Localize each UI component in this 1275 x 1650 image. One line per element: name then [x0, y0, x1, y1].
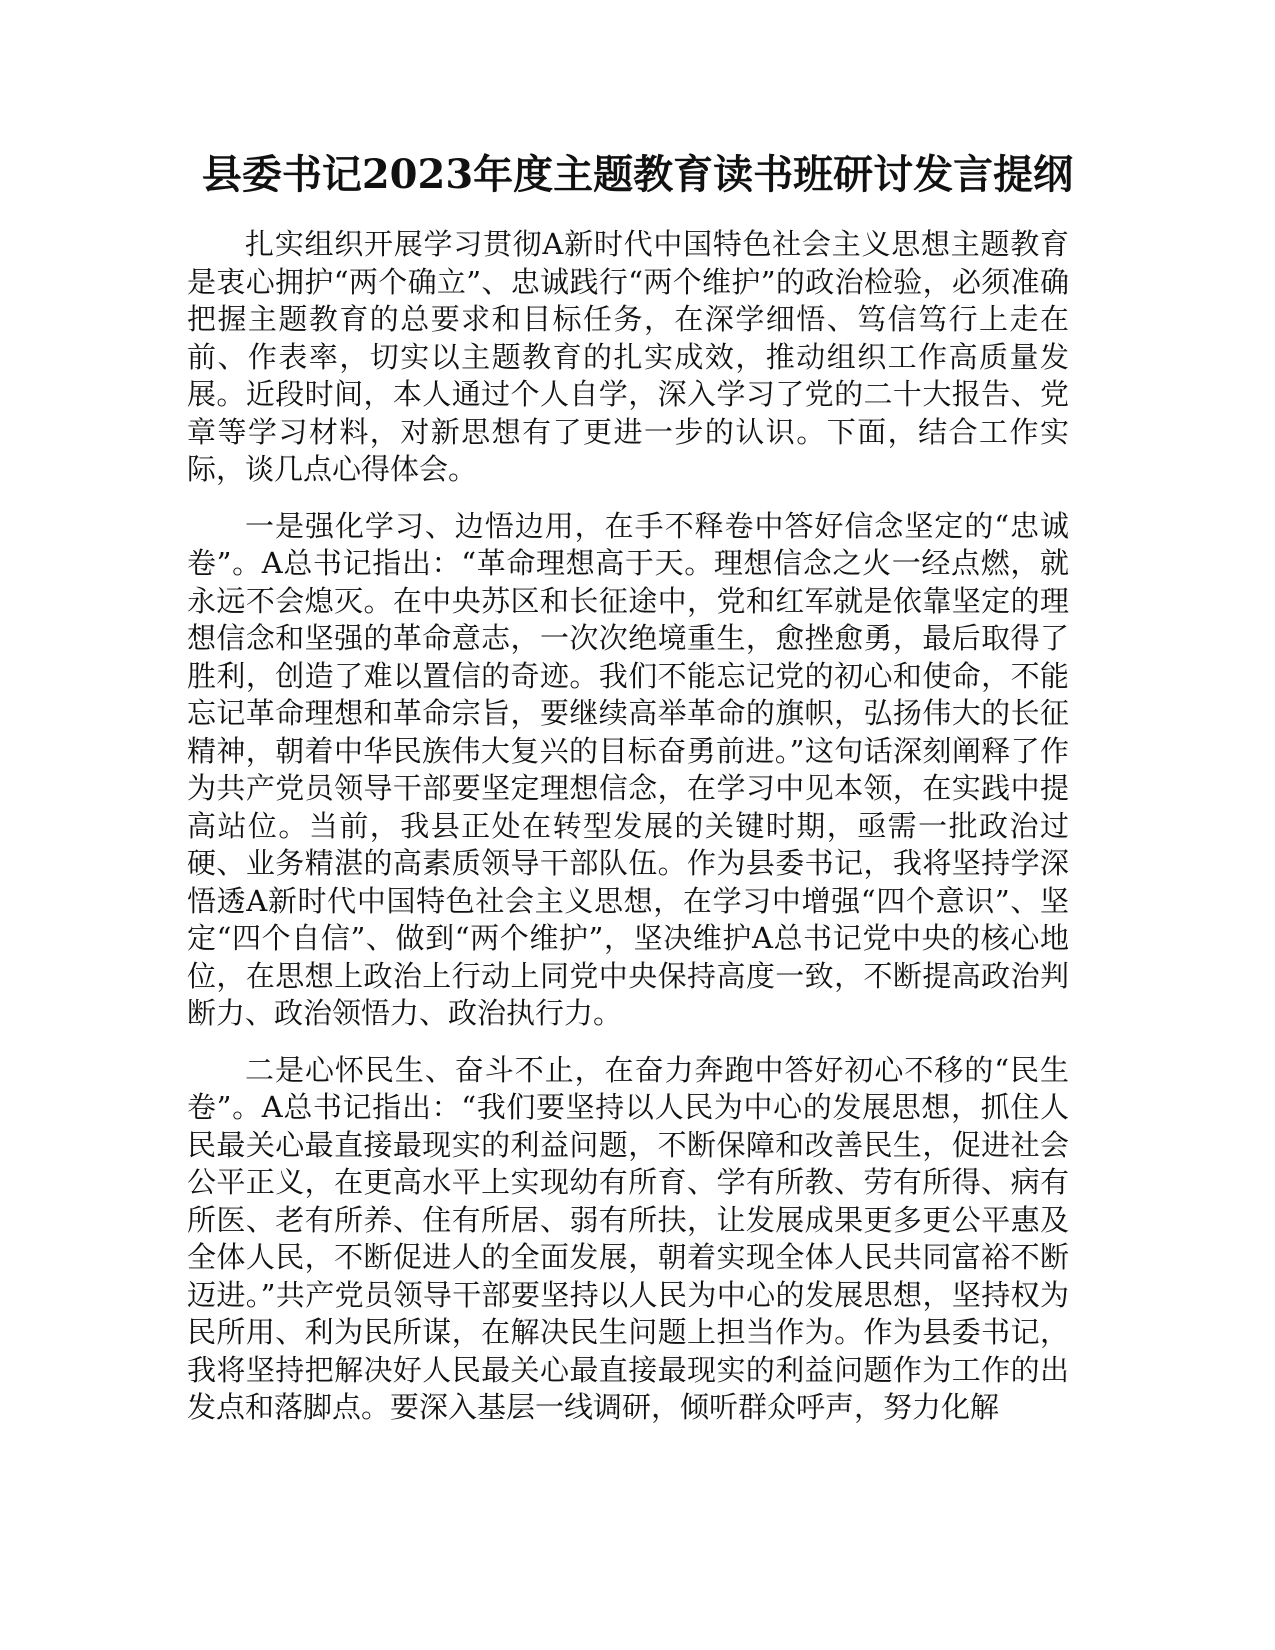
document-title: 县委书记2023年度主题教育读书班研讨发言提纲: [201, 151, 1074, 198]
intro-paragraph: 扎实组织开展学习贯彻A新时代中国特色社会主义思想主题教育是衷心拥护“两个确立”、忠诚践行“两个维护”的政治检验，必须准确把握主题教育的总要求和目标任务，在深学细悟、笃信笃行上走在前、作表率，切实以主题教育的扎实成效，推动组织工作高质量发展。近段时间，本人通过个人自学，深入学习了党的二十大报告、党章等学习材料，对新思想有了更进一步的认识。下面，结合工作实际，谈几点心得体会。: [187, 227, 1069, 486]
document-body: [187, 226, 1069, 1446]
point-two-paragraph: 二是心怀民生、奋斗不止，在奋力奔跑中答好初心不移的“民生卷”。A总书记指出：“我们要坚持以人民为中心的发展思想，抓住人民最关心最直接最现实的利益问题，不断保障和改善民生，促进社会公平正义，在更高水平上实现幼有所育、学有所教、劳有所得、病有所医、老有所养、住有所居、弱有所扶，让发展成果更多更公平惠及全体人民，不断促进人的全面发展，朝着实现全体人民共同富裕不断迈进。”共产党员领导干部要坚持以人民为中心的发展思想，坚持权为民所用、利为民所谋，在解决民生问题上担当作为。作为县委书记，我将坚持把解决好人民最关心最直接最现实的利益问题作为工作的出发点和落脚点。要深入基层一线调研，倾听群众呼声，努力化解: [187, 1052, 1069, 1424]
point-one-paragraph: 一是强化学习、边悟边用，在手不释卷中答好信念坚定的“忠诚卷”。A总书记指出：“革命理想高于天。理想信念之火一经点燃，就永远不会熄灭。在中央苏区和长征途中，党和红军就是依靠坚定的理想信念和坚强的革命意志，一次次绝境重生，愈挫愈勇，最后取得了胜利，创造了难以置信的奇迹。我们不能忘记党的初心和使命，不能忘记革命理想和革命宗旨，要继续高举革命的旗帜，弘扬伟大的长征精神，朝着中华民族伟大复兴的目标奋勇前进。”这句话深刻阐释了作为共产党员领导干部要坚定理想信念，在学习中见本领，在实践中提高站位。当前，我县正处在转型发展的关键时期，亟需一批政治过硬、业务精湛的高素质领导干部队伍。作为县委书记，我将坚持学深悟透A新时代中国特色社会主义思想，在学习中增强“四个意识”、坚定“四个自信”、做到“两个维护”，坚决维护A总书记党中央的核心地位，在思想上政治上行动上同党中央保持高度一致，不断提高政治判断力、政治领悟力、政治执行力。: [187, 508, 1069, 1030]
